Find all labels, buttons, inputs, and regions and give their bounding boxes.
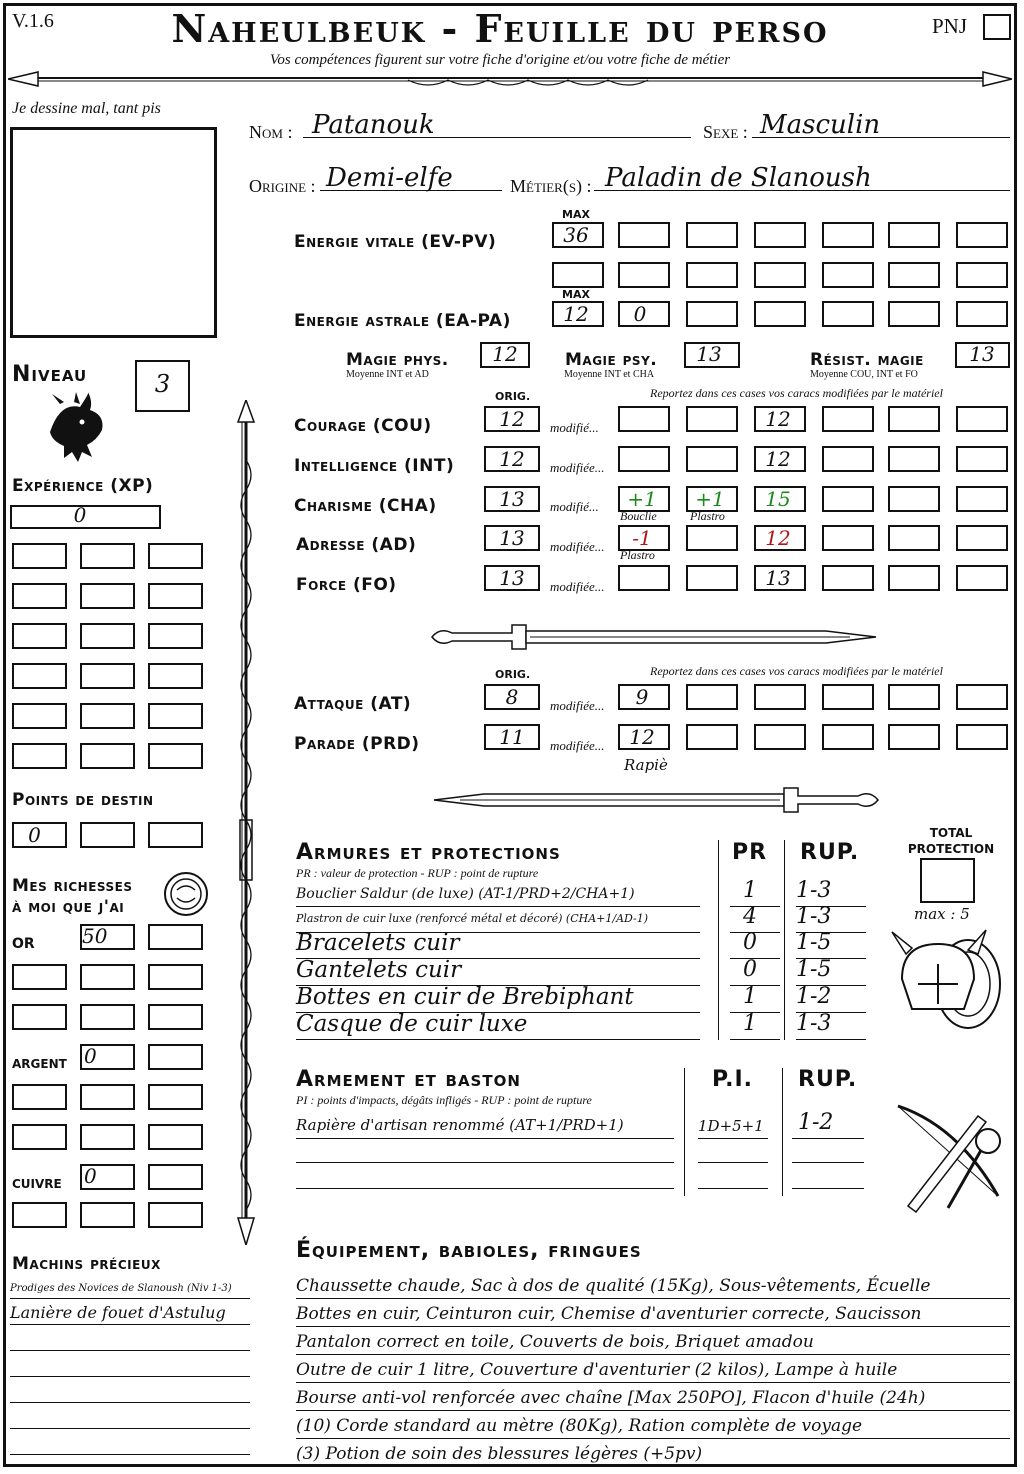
money-box[interactable] (148, 1084, 203, 1110)
machins-item-2[interactable]: Lanière de fouet d'Astulug (10, 1303, 226, 1322)
xp-box[interactable] (80, 543, 135, 569)
armure-line (730, 1039, 780, 1040)
ev-box[interactable] (686, 262, 738, 288)
equipement-line (296, 1410, 1010, 1411)
carac-mod-box[interactable] (686, 446, 738, 472)
pnj-checkbox[interactable] (983, 14, 1011, 40)
combat-mod-box[interactable] (686, 724, 738, 750)
fo-label: Force (FO) (296, 575, 397, 595)
cou-label: Courage (COU) (294, 416, 432, 436)
armement-line[interactable] (698, 1188, 768, 1189)
armement-line[interactable] (792, 1188, 864, 1189)
armure-pr[interactable]: 0 (743, 957, 757, 982)
armement-rup[interactable]: 1-2 (798, 1110, 834, 1135)
int-orig-value[interactable]: 12 (499, 447, 525, 471)
money-box[interactable] (148, 1202, 203, 1228)
resist-magie-label: Résist. magie (810, 350, 924, 370)
carac-mod-box[interactable] (956, 486, 1008, 512)
page-title: Naheulbeuk - Feuille du perso (171, 6, 829, 51)
ea-box[interactable] (822, 301, 874, 327)
xp-box[interactable] (80, 743, 135, 769)
or-value[interactable]: 50 (82, 924, 108, 948)
carac-mod-box[interactable] (888, 525, 940, 551)
armure-rup[interactable]: 1-3 (796, 904, 832, 929)
armement-line[interactable] (296, 1138, 674, 1139)
armement-pi-header: P.I. (712, 1067, 753, 1092)
richesses-label-line2: à moi que j'ai (12, 897, 125, 917)
armure-rup[interactable]: 1-3 (796, 878, 832, 903)
armure-pr[interactable]: 1 (743, 984, 757, 1009)
armure-line (296, 906, 700, 907)
spear-divider-icon (8, 66, 1012, 90)
armure-pr[interactable]: 0 (743, 930, 757, 955)
total-protection-label-2: PROTECTION (907, 842, 995, 856)
ev-box[interactable] (686, 222, 738, 248)
ea-box[interactable] (686, 301, 738, 327)
armure-pr[interactable]: 1 (743, 878, 757, 903)
combat-mod-box[interactable] (822, 724, 874, 750)
xp-box[interactable] (12, 663, 67, 689)
carac-mod-box[interactable] (822, 486, 874, 512)
ev-max-label: MAX (562, 208, 590, 221)
xp-box[interactable] (12, 743, 67, 769)
ev-box[interactable] (618, 262, 670, 288)
armures-col-divider-2 (784, 840, 785, 1040)
cha-mod-label: modifié... (550, 499, 599, 514)
carac-mod-box[interactable] (956, 446, 1008, 472)
carac-mod-box[interactable] (888, 446, 940, 472)
carac-mod-box[interactable] (822, 525, 874, 551)
xp-label: Expérience (XP) (12, 476, 154, 496)
ev-box[interactable] (754, 262, 806, 288)
armement-line[interactable] (296, 1162, 674, 1163)
ea-current-value[interactable]: 0 (633, 302, 647, 326)
xp-box[interactable] (80, 703, 135, 729)
sword-2-icon (430, 778, 880, 822)
ev-box[interactable] (822, 222, 874, 248)
cha-final-value[interactable]: 15 (765, 487, 791, 511)
ev-box[interactable] (754, 222, 806, 248)
cou-mod-label: modifié... (550, 420, 599, 435)
resist-magie-value[interactable]: 13 (969, 342, 995, 366)
nom-label: Nom : (249, 122, 293, 142)
carac-mod-box[interactable] (618, 565, 670, 591)
equipement-line-text[interactable]: (10) Corde standard au mètre (80Kg), Ration complète de voyage (296, 1416, 863, 1436)
equipement-line (296, 1298, 1010, 1299)
carac-mod-box[interactable] (888, 406, 940, 432)
armement-col-divider-1 (684, 1068, 685, 1196)
armures-note: PR : valeur de protection - RUP : point de rupture (296, 866, 539, 880)
int-label: Intelligence (INT) (294, 456, 455, 476)
cha-mod1-value[interactable]: +1 (627, 487, 657, 511)
cha-label: Charisme (CHA) (294, 496, 437, 516)
armement-pi[interactable]: 1D+5+1 (698, 1117, 764, 1135)
ea-box[interactable] (754, 301, 806, 327)
prd-mod-value[interactable]: 12 (629, 725, 655, 749)
armure-name[interactable]: Casque de cuir luxe (296, 1011, 528, 1037)
prd-label: Parade (PRD) (294, 734, 420, 754)
xp-value[interactable]: 0 (73, 503, 87, 527)
at-orig-value[interactable]: 8 (505, 685, 519, 709)
fo-final-value[interactable]: 13 (765, 566, 791, 590)
caracs-orig-label: ORIG. (495, 390, 531, 403)
armure-name[interactable]: Plastron de cuir luxe (renforcé métal et décoré) (CHA+1/AD-1) (296, 912, 649, 925)
carac-mod-box[interactable] (956, 565, 1008, 591)
carac-mod-box[interactable] (956, 406, 1008, 432)
prd-orig-value[interactable]: 11 (499, 725, 525, 749)
armure-rup[interactable]: 1-5 (796, 957, 832, 982)
armure-rup[interactable]: 1-2 (796, 984, 832, 1009)
money-box[interactable] (148, 964, 203, 990)
machins-line[interactable] (10, 1376, 250, 1377)
ad-label: Adresse (AD) (296, 535, 417, 555)
ea-max-value[interactable]: 12 (563, 302, 589, 326)
carac-mod-box[interactable] (888, 565, 940, 591)
xp-box[interactable] (12, 703, 67, 729)
sword-icon (430, 615, 880, 659)
money-box[interactable] (80, 1202, 135, 1228)
metier-value[interactable]: Paladin de Slanoush (605, 163, 872, 193)
machins-line[interactable] (10, 1298, 250, 1299)
at-mod-value[interactable]: 9 (635, 685, 649, 709)
armement-line[interactable] (296, 1188, 674, 1189)
equipement-line (296, 1382, 1010, 1383)
ea-box[interactable] (888, 301, 940, 327)
xp-box[interactable] (80, 583, 135, 609)
ev-box[interactable] (888, 262, 940, 288)
carac-mod-box[interactable] (888, 486, 940, 512)
carac-mod-box[interactable] (822, 406, 874, 432)
argent-value[interactable]: 0 (84, 1044, 97, 1068)
money-box[interactable] (12, 1084, 67, 1110)
resist-magie-note: Moyenne COU, INT et FO (810, 369, 918, 380)
ev-label: Energie vitale (EV-PV) (294, 232, 497, 252)
money-box[interactable] (12, 1202, 67, 1228)
armure-rup[interactable]: 1-5 (796, 930, 832, 955)
armures-rup-header: RUP. (800, 840, 860, 865)
origine-value[interactable]: Demi-elfe (326, 163, 453, 193)
xp-box[interactable] (12, 583, 67, 609)
cha-mod1-source: Bouclie (620, 509, 657, 523)
xp-box[interactable] (12, 623, 67, 649)
ev-box[interactable] (822, 262, 874, 288)
magie-psy-label: Magie psy. (565, 350, 658, 370)
origine-label: Origine : (249, 176, 316, 196)
vertical-spear-icon (232, 400, 260, 1245)
combat-report-note: Reportez dans ces cases vos caracs modifiées par le matériel (650, 664, 943, 678)
cou-orig-value[interactable]: 12 (499, 407, 525, 431)
armement-line[interactable] (792, 1162, 864, 1163)
armement-name[interactable]: Rapière d'artisan renommé (AT+1/PRD+1) (296, 1116, 624, 1134)
xp-box[interactable] (12, 543, 67, 569)
machins-line[interactable] (10, 1324, 250, 1325)
niveau-value[interactable]: 3 (154, 370, 171, 398)
prd-mod-source: Rapiè (624, 756, 668, 774)
money-box[interactable] (148, 1124, 203, 1150)
equipement-line-text[interactable]: (3) Potion de soin des blessures légères (+5pv) (296, 1444, 703, 1464)
argent-label: ARGENT (12, 1057, 67, 1071)
machins-line[interactable] (10, 1402, 250, 1403)
armure-pr[interactable]: 1 (743, 1011, 757, 1036)
total-protection-max: max : 5 (914, 905, 970, 923)
cuivre-label: CUIVRE (12, 1177, 62, 1191)
destin-box[interactable] (80, 822, 135, 848)
dragon-head-icon (40, 392, 104, 464)
ev-box[interactable] (956, 262, 1008, 288)
armure-name[interactable]: Bracelets cuir (296, 930, 460, 956)
armure-name[interactable]: Bottes en cuir de Brebiphant (296, 984, 634, 1010)
money-box[interactable] (148, 924, 203, 950)
combat-mod-box[interactable] (888, 684, 940, 710)
ev-box[interactable] (618, 222, 670, 248)
money-box[interactable] (12, 1004, 67, 1030)
richesses-label-line1: Mes richesses (12, 876, 133, 896)
money-box[interactable] (12, 964, 67, 990)
armure-name[interactable]: Gantelets cuir (296, 957, 462, 983)
xp-box[interactable] (148, 543, 203, 569)
destin-label: Points de destin (12, 790, 154, 810)
magie-psy-note: Moyenne INT et CHA (564, 369, 655, 380)
at-label: Attaque (AT) (294, 694, 412, 714)
ad-final-value[interactable]: 12 (765, 526, 791, 550)
combat-mod-box[interactable] (956, 724, 1008, 750)
armure-line (296, 1039, 700, 1040)
cha-mod2-value[interactable]: +1 (695, 487, 725, 511)
total-protection-label-1: TOTAL (929, 826, 973, 840)
carac-mod-box[interactable] (822, 565, 874, 591)
machins-line[interactable] (10, 1428, 250, 1429)
xp-box[interactable] (148, 663, 203, 689)
xp-box[interactable] (148, 623, 203, 649)
carac-mod-box[interactable] (618, 446, 670, 472)
armement-rup-header: RUP. (798, 1067, 858, 1092)
money-box[interactable] (80, 1084, 135, 1110)
xp-box[interactable] (148, 703, 203, 729)
fo-orig-value[interactable]: 13 (499, 566, 525, 590)
armement-note: PI : points d'impacts, dégâts infligés - RUP : point de rupture (296, 1093, 592, 1107)
money-box[interactable] (80, 964, 135, 990)
carac-mod-box[interactable] (686, 525, 738, 551)
armure-rup[interactable]: 1-3 (796, 1011, 832, 1036)
equipement-line-text[interactable]: Bourse anti-vol renforcée avec chaîne [Max 250PO], Flacon d'huile (24h) (296, 1388, 926, 1408)
magie-phys-label: Magie phys. (346, 350, 449, 370)
armement-title: Armement et baston (296, 1067, 521, 1092)
equipement-title: Équipement, babioles, fringues (296, 1238, 642, 1263)
destin-value[interactable]: 0 (28, 823, 41, 847)
fo-mod-label: modifiée... (550, 579, 605, 594)
ad-mod-label: modifiée... (550, 539, 605, 554)
pnj-label: PNJ (932, 14, 968, 38)
xp-box[interactable] (80, 623, 135, 649)
armement-line[interactable] (698, 1162, 768, 1163)
xp-box[interactable] (80, 663, 135, 689)
machins-title: Machins précieux (12, 1254, 161, 1274)
armure-line (796, 1039, 866, 1040)
money-box[interactable] (12, 1124, 67, 1150)
combat-mod-box[interactable] (956, 684, 1008, 710)
carac-mod-box[interactable] (618, 406, 670, 432)
armure-pr[interactable]: 4 (743, 904, 757, 929)
machins-item-1[interactable]: Prodiges des Novices de Slanoush (Niv 1-3) (10, 1283, 232, 1294)
helmet-shield-icon (888, 924, 1008, 1034)
int-final-value[interactable]: 12 (765, 447, 791, 471)
carac-mod-box[interactable] (686, 406, 738, 432)
at-mod-label: modifiée... (550, 698, 605, 713)
destin-box[interactable] (148, 822, 203, 848)
or-label: OR (12, 936, 35, 952)
total-protection-box[interactable] (920, 858, 975, 903)
cou-final-value[interactable]: 12 (765, 407, 791, 431)
combat-mod-box[interactable] (754, 684, 806, 710)
armures-pr-header: PR (732, 840, 768, 865)
nom-value[interactable]: Patanouk (312, 110, 435, 140)
coin-icon (162, 870, 210, 918)
equipement-line (296, 1326, 1010, 1327)
ev-box[interactable] (552, 262, 604, 288)
portrait-caption: Je dessine mal, tant pis (12, 100, 161, 117)
equipement-line-text[interactable]: Outre de cuir 1 litre, Couverture d'aventurier (2 kilos), Lampe à huile (296, 1360, 898, 1380)
equipement-line-text[interactable]: Chaussette chaude, Sac à dos de qualité (15Kg), Sous-vêtements, Écuelle (296, 1276, 931, 1296)
carac-mod-box[interactable] (686, 565, 738, 591)
combat-mod-box[interactable] (822, 684, 874, 710)
magie-psy-value[interactable]: 13 (696, 342, 722, 366)
armement-line[interactable] (698, 1138, 768, 1139)
carac-mod-box[interactable] (956, 525, 1008, 551)
equipement-line (296, 1354, 1010, 1355)
armement-line[interactable] (792, 1138, 864, 1139)
ev-box[interactable] (956, 222, 1008, 248)
money-box[interactable] (80, 1004, 135, 1030)
money-box[interactable] (80, 1124, 135, 1150)
armure-name[interactable]: Bouclier Saldur (de luxe) (AT-1/PRD+2/CHA+1) (296, 886, 635, 902)
combat-mod-box[interactable] (888, 724, 940, 750)
equipement-line (296, 1438, 1010, 1439)
money-box[interactable] (148, 1044, 203, 1070)
armures-title: Armures et protections (296, 840, 561, 865)
machins-line[interactable] (10, 1454, 250, 1455)
version-label: V.1.6 (12, 10, 54, 32)
prd-mod-label: modifiée... (550, 738, 605, 753)
ad-mod1-source: Plastro (620, 548, 655, 562)
combat-orig-label: ORIG. (495, 668, 531, 681)
ad-orig-value[interactable]: 13 (499, 526, 525, 550)
caracs-report-note: Reportez dans ces cases vos caracs modifiées par le matériel (650, 386, 943, 400)
ad-mod1-value[interactable]: -1 (632, 526, 652, 550)
portrait-box[interactable] (10, 127, 217, 338)
armures-col-divider-1 (718, 840, 719, 1040)
magie-phys-note: Moyenne INT et AD (346, 369, 429, 380)
equipement-line (296, 1466, 1010, 1467)
niveau-label: Niveau (12, 362, 88, 387)
int-mod-label: modifiée... (550, 460, 605, 475)
page-subtitle: Vos compétences figurent sur votre fiche d'origine et/ou votre fiche de métier (269, 52, 731, 68)
carac-mod-box[interactable] (822, 446, 874, 472)
machins-line[interactable] (10, 1350, 250, 1351)
xp-box[interactable] (148, 583, 203, 609)
armement-col-divider-2 (782, 1068, 783, 1196)
cha-orig-value[interactable]: 13 (499, 487, 525, 511)
ev-max-value[interactable]: 36 (563, 223, 589, 247)
money-box[interactable] (148, 1004, 203, 1030)
equipement-line-text[interactable]: Pantalon correct en toile, Couverts de bois, Briquet amadou (296, 1332, 814, 1352)
cha-mod2-source: Plastro (690, 509, 725, 523)
sexe-value[interactable]: Masculin (760, 110, 881, 140)
sexe-label: Sexe : (703, 122, 748, 142)
weapons-crossed-icon (888, 1096, 1008, 1214)
combat-mod-box[interactable] (754, 724, 806, 750)
metier-label: Métier(s) : (510, 176, 592, 196)
cuivre-value[interactable]: 0 (84, 1164, 97, 1188)
ev-box[interactable] (888, 222, 940, 248)
ea-label: Energie astrale (EA-PA) (294, 311, 511, 331)
magie-phys-value[interactable]: 12 (492, 342, 518, 366)
money-box[interactable] (148, 1164, 203, 1190)
ea-box[interactable] (956, 301, 1008, 327)
equipement-line-text[interactable]: Bottes en cuir, Ceinturon cuir, Chemise d'aventurier correcte, Saucisson (296, 1304, 922, 1324)
ea-max-label: MAX (562, 288, 590, 301)
combat-mod-box[interactable] (686, 684, 738, 710)
xp-box[interactable] (148, 743, 203, 769)
